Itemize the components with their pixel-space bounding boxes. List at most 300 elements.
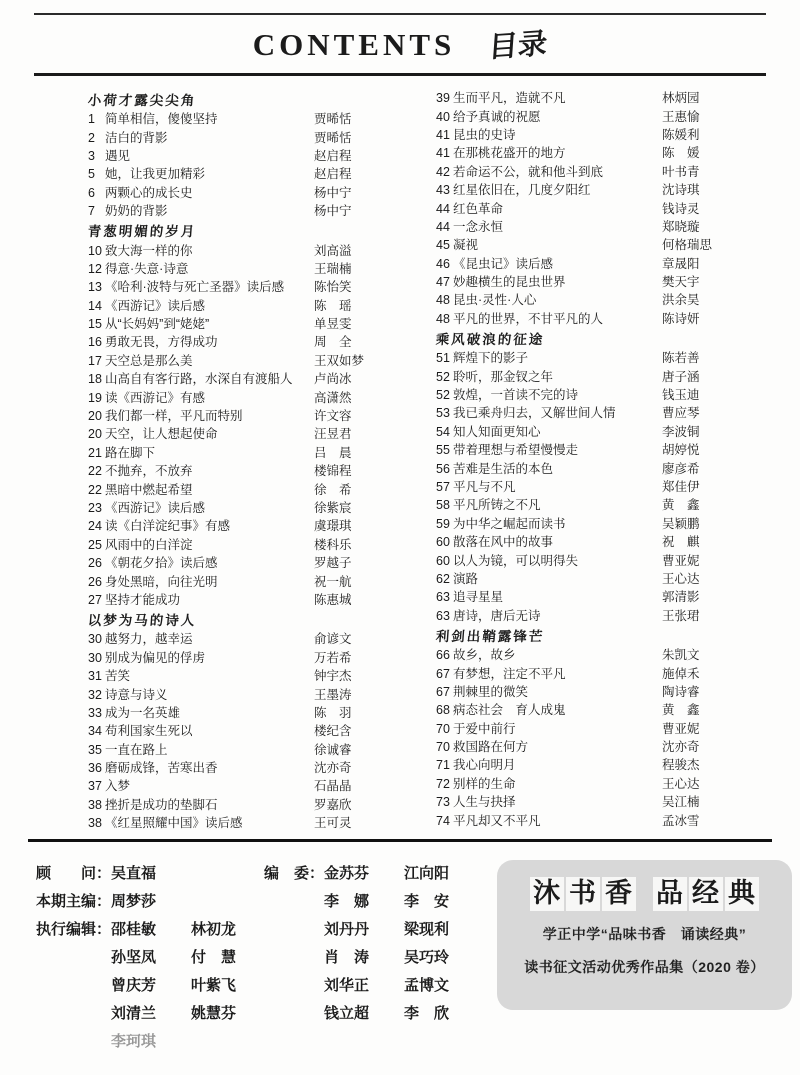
committee-block — [264, 860, 480, 1056]
entry-author: 赵启程 — [314, 167, 352, 182]
toc-entry-row — [88, 498, 422, 516]
toc-entry — [436, 217, 662, 235]
entry-title: 路在脚下 — [105, 445, 156, 460]
entry-title: 天空总是那么美 — [105, 353, 193, 368]
entry-page-number: 37 — [88, 779, 102, 794]
entry-author: 王可灵 — [314, 816, 352, 831]
entry-page-number: 72 — [436, 776, 450, 791]
entry-author: 王墨涛 — [314, 687, 352, 702]
toc-entry — [88, 128, 314, 146]
entry-title: 天空，让人想起使命 — [105, 427, 218, 442]
entry-title: 辉煌下的影子 — [453, 351, 529, 366]
entry-author: 樊天宇 — [662, 275, 700, 290]
entry-title: 凝视 — [453, 238, 479, 253]
entry-page-number: 17 — [88, 353, 102, 368]
toc-entry-row — [88, 740, 422, 758]
entry-author: 陈 羽 — [314, 705, 352, 720]
advisor-row — [36, 860, 264, 888]
toc-entry-row — [88, 277, 422, 295]
toc-entry — [88, 277, 314, 295]
toc-entry — [436, 774, 662, 792]
entry-page-number: 27 — [88, 592, 102, 607]
toc-entry — [88, 572, 314, 590]
toc-entry-row — [436, 645, 770, 663]
toc-entry-row — [436, 774, 770, 792]
entry-title: 病态社会 育人成鬼 — [453, 703, 566, 718]
badge-title-char: 品 — [653, 877, 687, 910]
entry-author: 杨中宁 — [314, 204, 352, 219]
executive-editors-names — [111, 916, 271, 1056]
entry-page-number: 39 — [436, 91, 450, 106]
entry-page-number: 15 — [88, 317, 102, 332]
toc-entry — [436, 606, 662, 624]
entry-title: 苦笑 — [105, 669, 131, 684]
entry-author: 吕 晨 — [314, 445, 352, 460]
entry-author: 黄 鑫 — [662, 703, 700, 718]
toc-entry — [88, 388, 314, 406]
entry-page-number: 70 — [436, 721, 450, 736]
entry-author: 郑佳伊 — [662, 480, 700, 494]
entry-title: 《西游记》读后感 — [105, 298, 206, 313]
entry-author: 王张珺 — [662, 608, 700, 623]
entry-author: 陈 瑶 — [314, 298, 352, 313]
entry-author: 唐子涵 — [662, 369, 700, 384]
toc-entry — [88, 740, 314, 758]
entry-title: 勇敢无畏，方得成功 — [105, 335, 218, 350]
entry-page-number: 56 — [436, 461, 450, 476]
toc-entry-row — [436, 198, 770, 216]
entry-page-number: 38 — [88, 816, 102, 831]
entry-author: 王心达 — [662, 776, 700, 791]
toc-entry-row — [436, 125, 770, 143]
editorial-footer — [0, 842, 800, 1056]
staff-name-row — [324, 888, 484, 916]
entry-author: 陈若善 — [662, 351, 700, 366]
staff-name-row — [324, 944, 484, 972]
toc-entry — [88, 164, 314, 182]
advisor-name: 吴直福 — [111, 865, 157, 883]
badge-collection-line: 读书征文活动优秀作品集（2020 卷） — [524, 958, 765, 975]
toc-entry — [436, 367, 662, 385]
badge-title-char: 沐 — [530, 877, 564, 910]
entry-author: 刘高溢 — [314, 243, 352, 258]
entry-page-number: 1 — [88, 112, 95, 127]
toc-entry — [88, 535, 314, 553]
entry-title: 别成为偏见的俘虏 — [105, 650, 206, 665]
staff-name: 李 安 — [404, 893, 450, 911]
toc-entry-row — [436, 290, 770, 308]
entry-title: 诗意与诗义 — [105, 687, 168, 702]
toc-entry-row — [436, 403, 770, 421]
toc-entry — [436, 719, 662, 737]
entry-title: 救国路在何方 — [453, 740, 529, 755]
entry-title: 苟利国家生死以 — [105, 724, 193, 739]
entry-title: 《昆虫记》读后感 — [453, 256, 554, 271]
staff-name-row — [111, 944, 271, 972]
toc-entry — [88, 721, 314, 739]
toc-entry — [88, 590, 314, 608]
entry-title: 别样的生命 — [453, 776, 516, 791]
toc-entry-row — [436, 272, 770, 290]
entry-page-number: 22 — [88, 464, 102, 479]
toc-section-header: 以梦为马的诗人 — [87, 612, 197, 629]
entry-author: 徐紫宸 — [314, 501, 352, 515]
entry-page-number: 55 — [436, 443, 450, 458]
entry-page-number: 41 — [436, 146, 450, 161]
staff-name-row — [324, 1000, 484, 1028]
toc-entry — [88, 666, 314, 684]
entry-author: 孟冰雪 — [662, 813, 700, 828]
entry-author: 陈媛利 — [662, 127, 700, 142]
entry-author: 万若希 — [314, 650, 352, 665]
entry-author: 杨中宁 — [314, 185, 352, 200]
toc-section-header: 乘风破浪的征途 — [435, 331, 545, 348]
entry-title: 有梦想，注定不平凡 — [453, 666, 566, 681]
entry-page-number: 22 — [88, 482, 102, 497]
entry-author: 石晶晶 — [314, 779, 352, 794]
toc-entry — [436, 682, 662, 700]
toc-entry-row — [88, 479, 422, 497]
entry-author: 楼纪含 — [314, 724, 352, 739]
entry-title: 给予真诚的祝愿 — [453, 109, 541, 124]
toc-entry-row — [436, 458, 770, 476]
committee-row — [264, 860, 480, 1028]
toc-entry-row — [436, 348, 770, 366]
toc-entry-row — [88, 369, 422, 387]
entry-page-number: 48 — [436, 311, 450, 326]
toc-entry-row — [88, 201, 422, 219]
entry-title: 她，让我更加精彩 — [105, 167, 206, 182]
entry-author: 曹亚妮 — [662, 721, 700, 736]
toc-entry-row — [88, 666, 422, 684]
entry-title: 平凡与不凡 — [453, 480, 516, 494]
toc-entry — [88, 241, 314, 259]
entry-title: 红色革命 — [453, 201, 504, 216]
toc-entry-row — [436, 422, 770, 440]
entry-title: 我已乘舟归去，又解世间人情 — [453, 406, 616, 421]
entry-title: 黑暗中燃起希望 — [105, 482, 193, 497]
entry-author: 曹亚妮 — [662, 553, 700, 568]
entry-page-number: 74 — [436, 813, 450, 828]
entry-page-number: 24 — [88, 519, 102, 534]
toc-entry — [436, 551, 662, 569]
toc-entry-row — [88, 703, 422, 721]
entry-page-number: 71 — [436, 758, 450, 773]
entry-page-number: 7 — [88, 204, 95, 219]
toc-entry-row — [436, 606, 770, 624]
entry-title: 于爱中前行 — [453, 721, 516, 736]
toc-entry — [88, 424, 314, 442]
entry-title: 以人为镜，可以明得失 — [453, 553, 579, 568]
entry-title: 《朝花夕拾》读后感 — [105, 556, 218, 571]
toc-entry-row — [436, 700, 770, 718]
executive-editors-row — [36, 916, 264, 1056]
page-header — [0, 15, 800, 73]
entry-title: 荆棘里的微笑 — [453, 684, 529, 699]
toc-entry — [88, 703, 314, 721]
chief-editor-row — [36, 888, 264, 916]
entry-page-number: 58 — [436, 498, 450, 513]
staff-name-row — [111, 972, 271, 1000]
toc-entry-row — [436, 385, 770, 403]
toc-entry — [436, 700, 662, 718]
entry-page-number: 30 — [88, 650, 102, 665]
entry-author: 陶诗睿 — [662, 684, 700, 699]
staff-name: 叶紫飞 — [191, 977, 237, 995]
toc-entry — [88, 685, 314, 703]
toc-entry-row — [88, 387, 422, 405]
toc-entry-row — [88, 259, 422, 277]
entry-page-number: 63 — [436, 608, 450, 623]
entry-author: 楼锦程 — [314, 464, 352, 479]
entry-title: 追寻星星 — [453, 590, 504, 605]
entry-title: 奶奶的背影 — [105, 204, 168, 219]
entry-page-number: 26 — [88, 556, 102, 571]
entry-page-number: 63 — [436, 590, 450, 605]
entry-title: 洁白的背影 — [105, 130, 168, 145]
toc-entry — [436, 385, 662, 403]
toc-entry — [436, 792, 662, 810]
entry-page-number: 23 — [88, 501, 102, 515]
advisor-label: 顾 问： — [36, 865, 112, 883]
entry-title: 为中华之崛起而读书 — [453, 516, 566, 531]
staff-name-row — [111, 1000, 271, 1028]
toc-section-header: 小荷才露尖尖角 — [87, 92, 197, 109]
entry-page-number: 57 — [436, 480, 450, 494]
toc-section-header: 青葱明媚的岁月 — [87, 223, 197, 240]
entry-title: 若命运不公，就和他斗到底 — [453, 164, 604, 179]
toc-entry-row — [436, 737, 770, 755]
entry-author: 李波铜 — [662, 424, 700, 439]
toc-entry — [88, 758, 314, 776]
entry-title: 挫折是成功的垫脚石 — [105, 797, 218, 812]
toc-entry-row — [436, 254, 770, 272]
entry-page-number: 25 — [88, 537, 102, 552]
toc-entry-row — [88, 240, 422, 258]
contents-title-zh: 目录 — [487, 26, 549, 64]
entry-page-number: 54 — [436, 424, 450, 439]
toc-entry — [436, 737, 662, 755]
entry-author: 贾晞恬 — [314, 130, 352, 145]
entry-page-number: 60 — [436, 535, 450, 550]
entry-title: 山高自有客行路，水深自有渡船人 — [105, 372, 293, 387]
toc-entry — [88, 406, 314, 424]
toc-entry — [436, 811, 662, 829]
badge-title-char: 典 — [725, 877, 759, 910]
entry-page-number: 67 — [436, 666, 450, 681]
entry-title: 故乡，故乡 — [453, 648, 516, 663]
toc-entry — [88, 296, 314, 314]
toc-entry-row — [436, 309, 770, 327]
toc-entry — [436, 235, 662, 253]
entry-author: 何格瑞思 — [662, 238, 713, 253]
toc-entry — [436, 125, 662, 143]
staff-name-row — [324, 972, 484, 1000]
toc-entry-row — [436, 569, 770, 587]
entry-title: 知人知面更知心 — [453, 424, 541, 439]
entry-page-number: 60 — [436, 553, 450, 568]
entry-page-number: 53 — [436, 406, 450, 421]
entry-page-number: 20 — [88, 427, 102, 442]
toc-entry — [436, 459, 662, 477]
entry-author: 洪余昊 — [662, 293, 700, 308]
entry-title: 带着理想与希望慢慢走 — [453, 443, 579, 458]
entry-author: 王瑞楠 — [314, 261, 352, 276]
chief-editor-label: 本期主编： — [36, 893, 112, 911]
entry-title: 《红星照耀中国》读后感 — [105, 816, 243, 831]
toc-entry-row — [436, 477, 770, 495]
entry-author: 钟宇杰 — [314, 669, 352, 684]
entry-title: 坚持才能成功 — [105, 592, 181, 607]
staff-name: 刘丹丹 — [324, 921, 370, 939]
entry-page-number: 12 — [88, 261, 102, 276]
toc-entry — [88, 146, 314, 164]
entry-author: 朱凯文 — [662, 648, 700, 663]
toc-entry-row — [88, 164, 422, 182]
entry-title: 不抛弃，不放弃 — [105, 464, 193, 479]
toc-entry-row — [88, 535, 422, 553]
toc-entry — [88, 553, 314, 571]
staff-name: 曾庆芳 — [111, 977, 157, 995]
toc-entry — [88, 183, 314, 201]
entry-title: 平凡所铸之不凡 — [453, 498, 541, 513]
entry-title: 读《白洋淀纪事》有感 — [105, 519, 231, 534]
staff-name: 刘华正 — [324, 977, 370, 995]
entry-title: 苦难是生活的本色 — [453, 461, 554, 476]
entry-author: 郑晓璇 — [662, 219, 700, 234]
entry-author: 沈亦奇 — [662, 740, 700, 755]
toc-entry-row — [436, 792, 770, 810]
toc-entry — [436, 532, 662, 550]
toc-entry-row — [436, 682, 770, 700]
entry-title: 身处黑暗，向往光明 — [105, 574, 218, 589]
entry-author: 陈惠城 — [314, 592, 352, 607]
entry-page-number: 3 — [88, 148, 95, 163]
executive-editors-label: 执行编辑： — [36, 921, 112, 939]
staff-name: 孙坚凤 — [111, 949, 157, 967]
entry-author: 罗越子 — [314, 556, 352, 571]
staff-name: 刘清兰 — [111, 1005, 157, 1023]
badge-title — [497, 877, 792, 910]
toc-entry-row — [436, 440, 770, 458]
toc-entry-row — [436, 495, 770, 513]
toc-entry — [436, 569, 662, 587]
entry-title: 遇见 — [105, 148, 131, 163]
toc-entry-row — [88, 109, 422, 127]
entry-page-number: 70 — [436, 740, 450, 755]
toc-entry-row — [436, 810, 770, 828]
toc-entry — [436, 495, 662, 513]
entry-title: 简单相信，傻傻坚持 — [105, 112, 218, 127]
collection-badge — [497, 860, 792, 1010]
entry-author: 陈 媛 — [662, 146, 700, 161]
entry-title: 唐诗，唐后无诗 — [453, 608, 541, 623]
toc-entry — [436, 477, 662, 495]
entry-author: 虞璟琪 — [314, 519, 352, 534]
entry-title: 致大海一样的你 — [105, 243, 193, 258]
toc-entry-row — [436, 217, 770, 235]
entry-page-number: 26 — [88, 574, 102, 589]
entry-title: 两颗心的成长史 — [105, 185, 193, 200]
entry-author: 俞谚文 — [314, 632, 352, 647]
entry-title: 人生与抉择 — [453, 795, 516, 810]
entry-title: 生而平凡，造就不凡 — [453, 91, 566, 106]
staff-name: 肖 涛 — [324, 949, 370, 967]
entry-page-number: 48 — [436, 293, 450, 308]
entry-page-number: 5 — [88, 167, 95, 182]
toc-entry — [88, 516, 314, 534]
entry-author: 陈诗妍 — [662, 311, 700, 326]
toc-entry — [88, 480, 314, 498]
toc-entry-row — [88, 776, 422, 794]
toc-entry — [436, 180, 662, 198]
staff-name: 金苏芬 — [324, 865, 370, 883]
entry-page-number: 45 — [436, 238, 450, 253]
toc-entry — [436, 440, 662, 458]
entry-page-number: 52 — [436, 388, 450, 403]
entry-page-number: 6 — [88, 185, 95, 200]
entry-author: 程骏杰 — [662, 758, 700, 773]
entry-title: 得意·失意·诗意 — [105, 261, 189, 276]
badge-title-char: 经 — [689, 877, 723, 910]
entry-page-number: 52 — [436, 369, 450, 384]
toc-entry-row — [436, 587, 770, 605]
toc-entry — [88, 109, 314, 127]
entry-page-number: 62 — [436, 571, 450, 586]
entry-page-number: 30 — [88, 632, 102, 647]
staff-name-row — [111, 1028, 271, 1056]
entry-author: 章晟阳 — [662, 256, 700, 271]
toc-entry — [436, 645, 662, 663]
toc-entry — [88, 795, 314, 813]
staff-name: 邵桂敏 — [111, 921, 157, 939]
toc-entry — [436, 88, 662, 106]
toc-column-right — [436, 88, 770, 831]
toc-column-left — [88, 88, 422, 831]
toc-entry-row — [436, 532, 770, 550]
entry-page-number: 59 — [436, 516, 450, 531]
toc-entry — [436, 664, 662, 682]
toc-entry-row — [88, 424, 422, 442]
entry-title: 《西游记》读后感 — [105, 501, 206, 515]
toc-entry — [88, 461, 314, 479]
entry-title: 敦煌，一首读不完的诗 — [453, 388, 579, 403]
entry-title: 越努力，越幸运 — [105, 632, 193, 647]
entry-author: 王心达 — [662, 571, 700, 586]
staff-name: 李 欣 — [404, 1005, 450, 1023]
staff-name: 姚慧芬 — [191, 1005, 237, 1023]
entry-author: 黄 鑫 — [662, 498, 700, 513]
entry-author: 吴颖鹏 — [662, 516, 700, 531]
entry-title: 演路 — [453, 571, 479, 586]
toc-entry-row — [88, 553, 422, 571]
toc-entry-row — [436, 755, 770, 773]
entry-author: 汪昱君 — [314, 427, 352, 442]
staff-name-row — [324, 916, 484, 944]
staff-name: 江向阳 — [404, 865, 450, 883]
toc-entry — [88, 259, 314, 277]
toc-entry — [436, 107, 662, 125]
toc-entry-row — [436, 162, 770, 180]
entry-page-number: 67 — [436, 684, 450, 699]
staff-name: 孟博文 — [404, 977, 450, 995]
toc-entry — [88, 314, 314, 332]
staff-name: 林初龙 — [191, 921, 237, 939]
entry-title: 一念永恒 — [453, 219, 504, 234]
entry-author: 钱诗灵 — [662, 201, 700, 216]
toc-entry-row — [88, 571, 422, 589]
toc-entry-row — [88, 296, 422, 314]
